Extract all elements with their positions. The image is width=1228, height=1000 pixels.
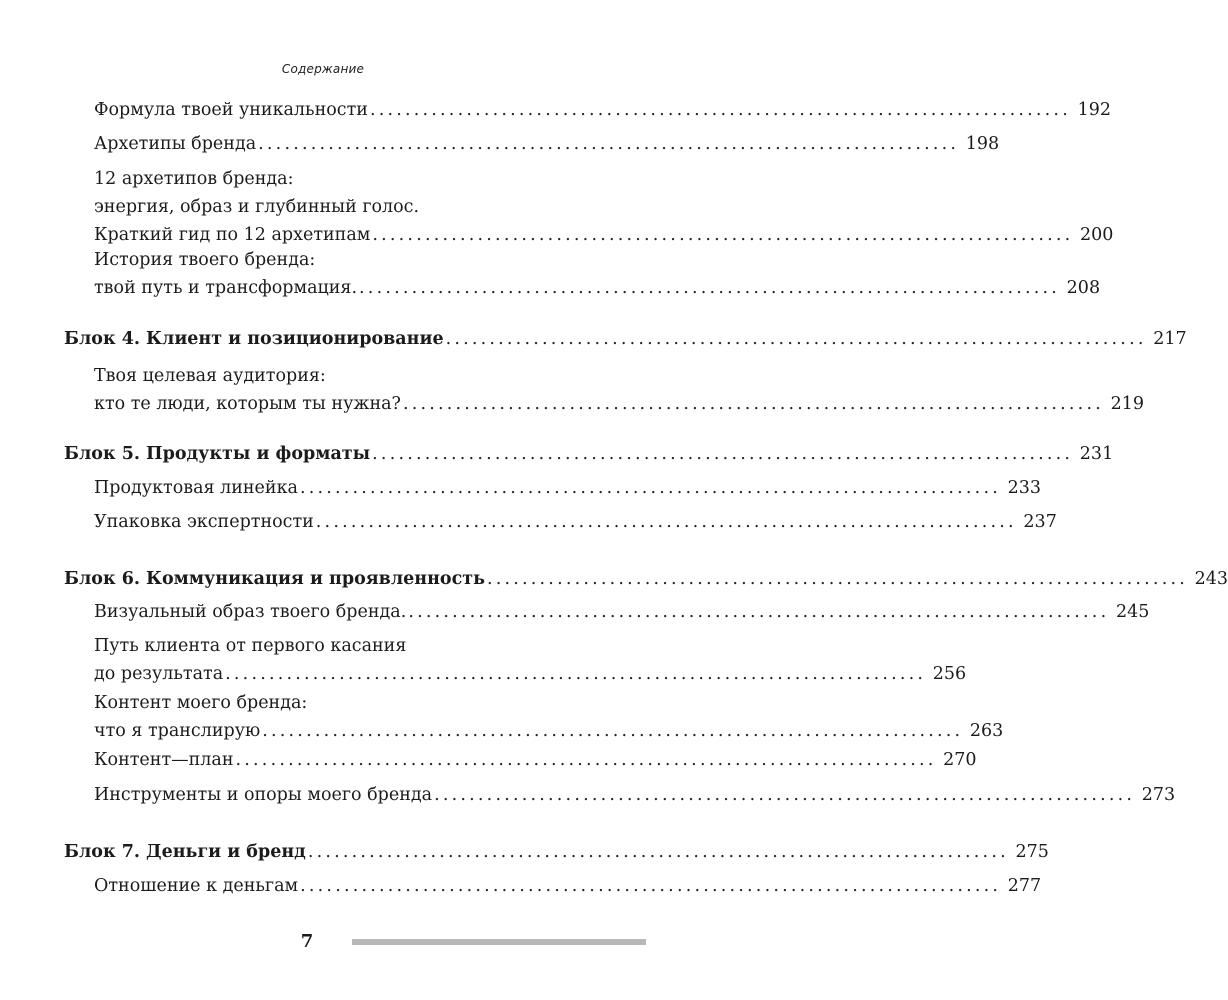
- toc-line: [94, 874, 1042, 898]
- toc-page-number: 217: [1153, 329, 1187, 349]
- toc-entry-title: Краткий гид по 12 архетипам: [94, 225, 371, 245]
- toc-page-number: 245: [1115, 602, 1150, 622]
- toc-page-number: 233: [1007, 478, 1041, 498]
- dot-leader: ................................................................................: [372, 444, 1074, 464]
- toc-page-number: 192: [1077, 100, 1111, 120]
- toc-line: [64, 327, 1187, 351]
- toc-entry-title: что я транслирую: [94, 721, 261, 741]
- toc-entry-title: История твоего бренда:: [94, 250, 316, 270]
- toc-line: [94, 748, 977, 772]
- toc-line: [94, 392, 1144, 416]
- dot-leader: ................................................................................: [359, 278, 1061, 298]
- toc-entry-title: Блок 7. Деньги и бренд: [64, 842, 306, 862]
- toc-line: [94, 510, 1057, 534]
- toc-line: [94, 783, 1176, 807]
- dot-leader: ................................................................................: [299, 478, 1001, 498]
- toc-entry-title: Твоя целевая аудитория:: [94, 366, 326, 386]
- toc-page-number: 237: [1023, 512, 1057, 532]
- running-head: Содержание: [281, 62, 365, 76]
- toc-entry-title: Блок 6. Коммуникация и проявленность: [64, 569, 485, 589]
- toc-line: [64, 442, 1114, 466]
- toc-line: [94, 691, 307, 715]
- toc-page-number: 200: [1080, 225, 1114, 245]
- toc-page-number: 270: [943, 750, 977, 770]
- dot-leader: ................................................................................: [225, 664, 927, 684]
- dot-leader: ................................................................................: [369, 100, 1071, 120]
- dot-leader: ................................................................................: [486, 569, 1188, 589]
- dot-leader: ................................................................................: [402, 394, 1104, 414]
- toc-line: [94, 634, 406, 658]
- toc-page-number: 243: [1194, 569, 1228, 589]
- toc-entry-title: твой путь и трансформация.: [94, 278, 358, 298]
- toc-entry-title: 12 архетипов бренда:: [94, 169, 294, 189]
- toc-line: [94, 98, 1111, 122]
- toc-page-number: 277: [1007, 876, 1042, 896]
- footer-rule: [352, 939, 646, 945]
- dot-leader: ................................................................................: [372, 225, 1074, 245]
- toc-page-number: 256: [932, 664, 967, 684]
- dot-leader: ................................................................................: [300, 876, 1002, 896]
- toc-line: [94, 662, 967, 686]
- page-number: 7: [300, 931, 314, 952]
- toc-entry-title: Контент—план: [94, 750, 234, 770]
- toc-line: [94, 276, 1101, 300]
- toc-line: [94, 167, 294, 191]
- toc-entry-title: Упаковка экспертности: [94, 512, 314, 532]
- toc-page-number: 219: [1110, 394, 1144, 414]
- toc-line: [94, 248, 315, 272]
- toc-entry-title: Визуальный образ твоего бренда.: [94, 602, 407, 622]
- dot-leader: ................................................................................: [307, 842, 1009, 862]
- toc-entry-title: Архетипы бренда: [94, 134, 257, 154]
- toc-page-number: 273: [1141, 785, 1176, 805]
- dot-leader: ................................................................................: [315, 512, 1017, 532]
- toc-page-number: 198: [965, 134, 1000, 154]
- dot-leader: ................................................................................: [445, 329, 1147, 349]
- toc-page-number: 263: [969, 721, 1004, 741]
- toc-line: [94, 719, 1004, 743]
- toc-page-number: 231: [1079, 444, 1114, 464]
- toc-line: [94, 600, 1150, 624]
- toc-entry-title: Формула твоей уникальности: [94, 100, 368, 120]
- toc-line: [94, 223, 1114, 247]
- toc-line: [64, 567, 1228, 591]
- toc-entry-title: Инструменты и опоры моего бренда: [94, 785, 433, 805]
- toc-entry-title: Путь клиента от первого касания: [94, 636, 407, 656]
- toc-entry-title: Продуктовая линейка: [94, 478, 298, 498]
- toc-entry-title: Блок 5. Продукты и форматы: [64, 444, 371, 464]
- toc-page-number: 208: [1066, 278, 1101, 298]
- dot-leader: ................................................................................: [258, 134, 960, 154]
- toc-entry-title: Блок 4. Клиент и позиционирование: [64, 329, 444, 349]
- toc-line: [64, 840, 1049, 864]
- toc-entry-title: Контент моего бренда:: [94, 693, 308, 713]
- toc-line: [94, 476, 1041, 500]
- toc-entry-title: кто те люди, которым ты нужна?: [94, 394, 401, 414]
- toc-entry-title: энергия, образ и глубинный голос.: [94, 197, 420, 217]
- dot-leader: ................................................................................: [408, 602, 1110, 622]
- toc-line: [94, 195, 419, 219]
- toc-entry-title: Отношение к деньгам: [94, 876, 299, 896]
- dot-leader: ................................................................................: [262, 721, 964, 741]
- toc-page-number: 275: [1015, 842, 1049, 862]
- dot-leader: ................................................................................: [434, 785, 1136, 805]
- dot-leader: ................................................................................: [235, 750, 937, 770]
- toc-line: [94, 364, 326, 388]
- toc-line: [94, 132, 1000, 156]
- toc-entry-title: до результата: [94, 664, 224, 684]
